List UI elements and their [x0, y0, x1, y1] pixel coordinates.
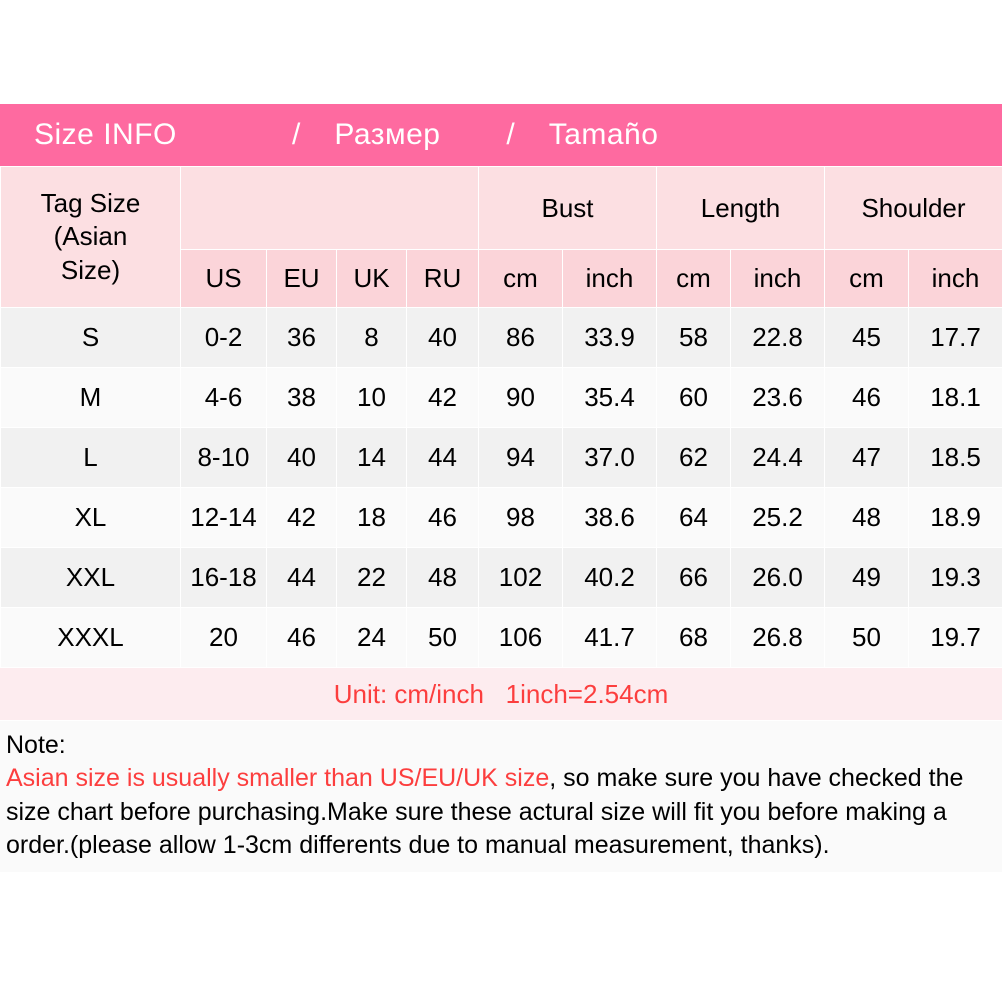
cell-shoulder-inch: 18.5 — [909, 428, 1002, 488]
cell-eu: 44 — [267, 548, 337, 608]
cell-eu: 38 — [267, 368, 337, 428]
cell-tag-size: XXL — [1, 548, 181, 608]
cell-ru: 44 — [407, 428, 479, 488]
cell-length-inch: 26.8 — [731, 608, 825, 668]
cell-bust-inch: 35.4 — [563, 368, 657, 428]
cell-length-cm: 58 — [657, 308, 731, 368]
cell-ru: 46 — [407, 488, 479, 548]
header-eu: EU — [267, 250, 337, 308]
note-highlight: Asian size is usually smaller than US/EU/UK size — [6, 764, 550, 793]
table-row — [1, 308, 1002, 368]
header-length: Length — [657, 167, 825, 250]
table-group-header-row — [1, 167, 1002, 250]
cell-bust-cm: 102 — [479, 548, 563, 608]
header-title-es: Tamaño — [548, 118, 659, 151]
cell-shoulder-cm: 50 — [825, 608, 909, 668]
cell-ru: 50 — [407, 608, 479, 668]
cell-us: 4-6 — [181, 368, 267, 428]
header-us: US — [181, 250, 267, 308]
header-separator-2: / — [506, 118, 515, 151]
cell-shoulder-inch: 17.7 — [909, 308, 1002, 368]
header-bust-cm: cm — [479, 250, 563, 308]
cell-bust-inch: 40.2 — [563, 548, 657, 608]
cell-shoulder-cm: 47 — [825, 428, 909, 488]
cell-length-inch: 22.8 — [731, 308, 825, 368]
cell-length-inch: 26.0 — [731, 548, 825, 608]
note-box — [0, 720, 1002, 872]
cell-shoulder-inch: 19.7 — [909, 608, 1002, 668]
cell-length-cm: 66 — [657, 548, 731, 608]
cell-length-cm: 64 — [657, 488, 731, 548]
cell-eu: 40 — [267, 428, 337, 488]
cell-uk: 24 — [337, 608, 407, 668]
cell-shoulder-inch: 18.9 — [909, 488, 1002, 548]
size-info-header — [0, 104, 1002, 166]
cell-shoulder-inch: 19.3 — [909, 548, 1002, 608]
cell-us: 16-18 — [181, 548, 267, 608]
cell-bust-inch: 33.9 — [563, 308, 657, 368]
cell-bust-cm: 98 — [479, 488, 563, 548]
top-whitespace — [0, 0, 1002, 104]
cell-tag-size: XXXL — [1, 608, 181, 668]
cell-uk: 18 — [337, 488, 407, 548]
cell-length-inch: 23.6 — [731, 368, 825, 428]
unit-conversion-note: Unit: cm/inch 1inch=2.54cm — [0, 668, 1002, 720]
cell-bust-cm: 106 — [479, 608, 563, 668]
cell-uk: 8 — [337, 308, 407, 368]
cell-length-cm: 62 — [657, 428, 731, 488]
cell-bust-inch: 37.0 — [563, 428, 657, 488]
table-row — [1, 428, 1002, 488]
cell-us: 8-10 — [181, 428, 267, 488]
cell-shoulder-cm: 45 — [825, 308, 909, 368]
cell-eu: 36 — [267, 308, 337, 368]
cell-uk: 22 — [337, 548, 407, 608]
header-length-cm: cm — [657, 250, 731, 308]
cell-us: 0-2 — [181, 308, 267, 368]
cell-uk: 14 — [337, 428, 407, 488]
cell-tag-size: M — [1, 368, 181, 428]
cell-shoulder-cm: 48 — [825, 488, 909, 548]
cell-eu: 42 — [267, 488, 337, 548]
cell-us: 20 — [181, 608, 267, 668]
note-text — [6, 729, 996, 862]
table-body — [1, 308, 1002, 668]
cell-length-cm: 60 — [657, 368, 731, 428]
note-body: , so make sure you have checked the size chart before purchasing.Make sure these actural size will fit you before making a order.(please allow 1-3cm differents due to manual measurement, thanks). — [6, 764, 964, 859]
cell-shoulder-cm: 46 — [825, 368, 909, 428]
cell-bust-inch: 41.7 — [563, 608, 657, 668]
bottom-whitespace — [0, 872, 1002, 1002]
cell-bust-inch: 38.6 — [563, 488, 657, 548]
cell-shoulder-cm: 49 — [825, 548, 909, 608]
header-tag-size: Tag Size (Asian Size) — [1, 167, 181, 308]
size-chart-table — [0, 166, 1002, 668]
header-title-en: Size INFO — [34, 118, 177, 151]
cell-ru: 48 — [407, 548, 479, 608]
cell-tag-size: XL — [1, 488, 181, 548]
table-row — [1, 548, 1002, 608]
header-ru: RU — [407, 250, 479, 308]
table-row — [1, 608, 1002, 668]
cell-bust-cm: 94 — [479, 428, 563, 488]
cell-us: 12-14 — [181, 488, 267, 548]
cell-tag-size: L — [1, 428, 181, 488]
cell-length-inch: 25.2 — [731, 488, 825, 548]
header-bust: Bust — [479, 167, 657, 250]
header-region-blank — [181, 167, 479, 250]
cell-shoulder-inch: 18.1 — [909, 368, 1002, 428]
cell-uk: 10 — [337, 368, 407, 428]
cell-eu: 46 — [267, 608, 337, 668]
header-length-inch: inch — [731, 250, 825, 308]
header-shoulder: Shoulder — [825, 167, 1002, 250]
cell-bust-cm: 90 — [479, 368, 563, 428]
header-shoulder-inch: inch — [909, 250, 1002, 308]
header-uk: UK — [337, 250, 407, 308]
table-row — [1, 488, 1002, 548]
cell-ru: 42 — [407, 368, 479, 428]
header-separator-1: / — [292, 118, 301, 151]
cell-bust-cm: 86 — [479, 308, 563, 368]
header-bust-inch: inch — [563, 250, 657, 308]
table-row — [1, 368, 1002, 428]
cell-ru: 40 — [407, 308, 479, 368]
header-title-ru: Размер — [334, 118, 441, 151]
note-label: Note: — [6, 731, 66, 759]
cell-length-cm: 68 — [657, 608, 731, 668]
cell-length-inch: 24.4 — [731, 428, 825, 488]
header-shoulder-cm: cm — [825, 250, 909, 308]
cell-tag-size: S — [1, 308, 181, 368]
